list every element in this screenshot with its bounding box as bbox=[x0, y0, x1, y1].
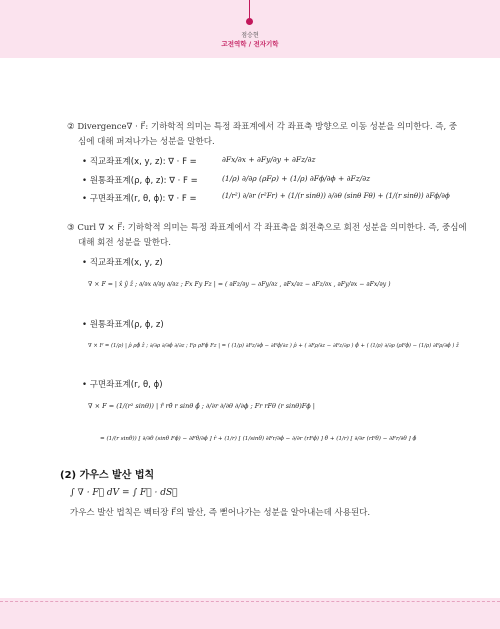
curl-rect-label: • 직교좌표계(x, y, z) bbox=[82, 258, 163, 268]
curl-cyl-label: • 원통좌표계(ρ, ϕ, z) bbox=[82, 320, 164, 330]
div-cyl-label: • 원통좌표계(ρ, ϕ, z): ∇ · F = bbox=[82, 176, 198, 186]
page-header bbox=[0, 0, 500, 58]
div-rect-label: • 직교좌표계(x, y, z): ∇ · F = bbox=[82, 157, 197, 167]
div-cyl-formula: (1/ρ) ∂/∂ρ (ρFρ) + (1/ρ) ∂Fϕ/∂ϕ + ∂Fz/∂z bbox=[222, 174, 371, 183]
curl-sph-label: • 구면좌표계(r, θ, ϕ) bbox=[82, 380, 163, 390]
div-rect-formula: ∂Fx/∂x + ∂Fy/∂y + ∂Fz/∂z bbox=[222, 155, 316, 164]
curl-rect-formula: ∇ × F = | x̂ ŷ ẑ ; ∂/∂x ∂/∂y ∂/∂z ; Fx Fy Fz | = ( ∂Fz/∂y − ∂Fy/∂z , ∂Fx/∂z − ∂Fz/∂x , ∂Fy/∂x − ∂Fx/∂y ) bbox=[88, 281, 391, 288]
divergence-intro-2: 심에 대해 퍼져나가는 성분을 말한다. bbox=[78, 137, 215, 147]
gauss-text: 가우스 발산 법칙은 벡터장 F⃗의 발산, 즉 뻗어나가는 성분을 알아내는데 사용된다. bbox=[70, 508, 371, 518]
header-ribbon-dot bbox=[246, 18, 253, 25]
footer-divider bbox=[0, 601, 500, 602]
gauss-heading: (2) 가우스 발산 법칙 bbox=[60, 470, 155, 481]
curl-intro-2: 대해 회전 성분을 말한다. bbox=[78, 238, 171, 248]
div-sph-label: • 구면좌표계(r, θ, ϕ): ∇ · F = bbox=[82, 194, 197, 204]
curl-sph-formula-2: = (1/(r sinθ)) [ ∂/∂θ (sinθ Fϕ) − ∂Fθ/∂ϕ ] r̂ + (1/r) [ (1/sinθ) ∂Fr/∂ϕ − ∂/∂r (rFϕ) ] θ̂ + (1/r) [ ∂/∂r (rFθ) − ∂Fr/∂θ ] ϕ̂ bbox=[100, 436, 417, 442]
divergence-intro: ② Divergence∇ · F⃗: 기하학적 의미는 특정 좌표계에서 각 좌표축 방향으로 이동 성분을 의미한다. 즉, 중 bbox=[67, 122, 458, 132]
curl-sph-formula: ∇ × F = (1/(r² sinθ)) | r̂ rθ̂ r sinθ ϕ̂ ; ∂/∂r ∂/∂θ ∂/∂ϕ ; Fr rFθ (r sinθ)Fϕ | bbox=[88, 402, 315, 410]
header-subtitle: 고전역학 / 전자기학 bbox=[221, 40, 279, 48]
curl-intro: ③ Curl ∇ × F⃗: 기하학적 의미는 특정 좌표계에서 각 좌표축을 회전축으로 회전 성분을 의미한다. 즉, 중심에 bbox=[67, 223, 467, 233]
header-author: 점승현 bbox=[241, 32, 259, 39]
gauss-formula: ∫ ∇ · F⃗ dV = ∫ F⃗ · dS⃗ bbox=[70, 488, 178, 498]
curl-cyl-formula: ∇ × F = (1/ρ) | ρ̂ ρϕ̂ ẑ ; ∂/∂ρ ∂/∂ϕ ∂/∂z ; Fρ ρFϕ Fz | = ( (1/ρ) ∂Fz/∂ϕ − ∂Fϕ/∂z ) ρ̂ + ( ∂Fρ/∂z − ∂Fz/∂ρ ) ϕ̂ + ( (1/ρ) ∂/∂ρ (ρFϕ) − (1/ρ) ∂Fρ/∂ϕ ) ẑ bbox=[88, 343, 459, 349]
page-footer bbox=[0, 598, 500, 629]
header-ribbon bbox=[249, 0, 250, 20]
div-sph-formula: (1/r²) ∂/∂r (r²Fr) + (1/(r sinθ)) ∂/∂θ (sinθ Fθ) + (1/(r sinθ)) ∂Fϕ/∂ϕ bbox=[222, 192, 450, 200]
